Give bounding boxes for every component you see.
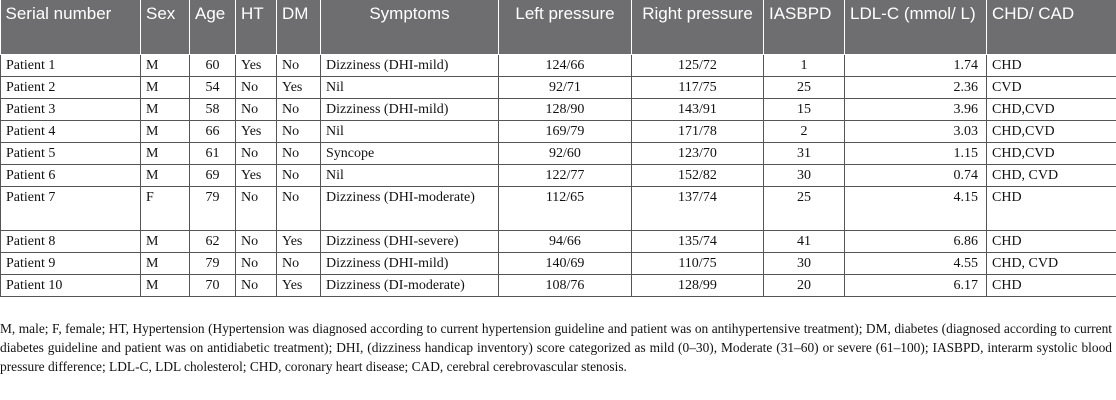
cell-sex: M [141,54,190,76]
col-header-iasbpd: IASBPD [764,0,845,54]
cell-dm: No [277,252,321,274]
cell-right-pressure: 128/99 [632,274,764,296]
col-header-dm: DM [277,0,321,54]
cell-chd-cad: CHD [987,186,1116,230]
table-row [1,252,1116,274]
cell-serial: Patient 7 [1,186,141,230]
cell-left-pressure: 124/66 [499,54,632,76]
cell-age: 79 [190,252,236,274]
table-row [1,186,1116,230]
cell-ht: Yes [236,120,277,142]
header-row [1,0,1116,54]
cell-chd-cad: CHD,CVD [987,98,1116,120]
cell-symptoms: Syncope [321,142,499,164]
cell-age: 54 [190,76,236,98]
table-row [1,76,1116,98]
cell-sex: M [141,120,190,142]
cell-right-pressure: 117/75 [632,76,764,98]
cell-ht: Yes [236,164,277,186]
table-row [1,98,1116,120]
col-header-chd-cad: CHD/ CAD [987,0,1116,54]
cell-symptoms: Dizziness (DHI-severe) [321,230,499,252]
cell-sex: M [141,164,190,186]
cell-age: 61 [190,142,236,164]
cell-age: 66 [190,120,236,142]
table-row [1,230,1116,252]
col-header-sex: Sex [141,0,190,54]
cell-ht: No [236,142,277,164]
cell-ht: No [236,98,277,120]
cell-sex: M [141,252,190,274]
cell-sex: M [141,274,190,296]
cell-symptoms: Dizziness (DHI-mild) [321,252,499,274]
cell-iasbpd: 31 [764,142,845,164]
col-header-symptoms: Symptoms [321,0,499,54]
cell-left-pressure: 140/69 [499,252,632,274]
table-footnote: M, male; F, female; HT, Hypertension (Hypertension was diagnosed according to current hypertension guideline and patient was on antihypertensive treatment); DM, diabetes (diagnosed according to current diabetes guideline and patient was on antidiabetic treatment); DHI, (dizziness handicap inventory) score categorized as mild (0–30), Moderate (31–60) or severe (61–100); IASBPD, interarm systolic blood pressure difference; LDL-C, LDL cholesterol; CHD, coronary heart disease; CAD, cerebral cerebrovascular stenosis. [0,321,1112,374]
cell-dm: Yes [277,230,321,252]
cell-serial: Patient 1 [1,54,141,76]
col-header-right-pressure: Right pressure [632,0,764,54]
col-header-ht: HT [236,0,277,54]
cell-ht: No [236,274,277,296]
cell-left-pressure: 122/77 [499,164,632,186]
table-row [1,54,1116,76]
cell-sex: M [141,142,190,164]
cell-ldl-c: 6.86 [845,230,987,252]
cell-right-pressure: 110/75 [632,252,764,274]
cell-ldl-c: 1.15 [845,142,987,164]
cell-iasbpd: 30 [764,164,845,186]
cell-right-pressure: 125/72 [632,54,764,76]
cell-age: 69 [190,164,236,186]
cell-chd-cad: CHD, CVD [987,164,1116,186]
cell-sex: M [141,98,190,120]
cell-serial: Patient 9 [1,252,141,274]
cell-sex: M [141,76,190,98]
cell-serial: Patient 5 [1,142,141,164]
cell-left-pressure: 128/90 [499,98,632,120]
cell-ldl-c: 3.96 [845,98,987,120]
col-header-serial-number: Serial number [1,0,141,54]
cell-ht: No [236,252,277,274]
cell-age: 58 [190,98,236,120]
cell-symptoms: Nil [321,76,499,98]
cell-serial: Patient 4 [1,120,141,142]
cell-ldl-c: 0.74 [845,164,987,186]
cell-right-pressure: 143/91 [632,98,764,120]
cell-age: 62 [190,230,236,252]
cell-symptoms: Dizziness (DHI-moderate) [321,186,499,230]
cell-left-pressure: 169/79 [499,120,632,142]
cell-iasbpd: 2 [764,120,845,142]
col-header-ldl-c: LDL-C (mmol/ L) [845,0,987,54]
cell-left-pressure: 112/65 [499,186,632,230]
table-row [1,120,1116,142]
cell-ldl-c: 6.17 [845,274,987,296]
cell-chd-cad: CHD [987,54,1116,76]
cell-dm: No [277,142,321,164]
cell-right-pressure: 152/82 [632,164,764,186]
cell-ht: No [236,186,277,230]
cell-iasbpd: 1 [764,54,845,76]
table-row [1,164,1116,186]
cell-symptoms: Nil [321,164,499,186]
cell-left-pressure: 92/71 [499,76,632,98]
cell-left-pressure: 92/60 [499,142,632,164]
cell-serial: Patient 8 [1,230,141,252]
cell-iasbpd: 15 [764,98,845,120]
col-header-age: Age [190,0,236,54]
cell-serial: Patient 3 [1,98,141,120]
cell-ldl-c: 1.74 [845,54,987,76]
cell-dm: No [277,164,321,186]
cell-symptoms: Dizziness (DI-moderate) [321,274,499,296]
col-header-left-pressure: Left pressure [499,0,632,54]
cell-ht: No [236,230,277,252]
cell-dm: No [277,54,321,76]
table-row [1,274,1116,296]
cell-ldl-c: 4.15 [845,186,987,230]
cell-iasbpd: 25 [764,76,845,98]
cell-iasbpd: 25 [764,186,845,230]
cell-ht: Yes [236,54,277,76]
cell-dm: No [277,120,321,142]
cell-chd-cad: CVD [987,76,1116,98]
cell-symptoms: Dizziness (DHI-mild) [321,54,499,76]
table-row [1,142,1116,164]
cell-right-pressure: 135/74 [632,230,764,252]
cell-iasbpd: 30 [764,252,845,274]
cell-chd-cad: CHD,CVD [987,142,1116,164]
cell-left-pressure: 108/76 [499,274,632,296]
cell-chd-cad: CHD [987,230,1116,252]
cell-chd-cad: CHD,CVD [987,120,1116,142]
cell-dm: Yes [277,76,321,98]
cell-iasbpd: 41 [764,230,845,252]
cell-age: 79 [190,186,236,230]
cell-symptoms: Nil [321,120,499,142]
cell-right-pressure: 171/78 [632,120,764,142]
cell-dm: No [277,98,321,120]
cell-right-pressure: 137/74 [632,186,764,230]
cell-ldl-c: 3.03 [845,120,987,142]
cell-chd-cad: CHD, CVD [987,252,1116,274]
cell-sex: F [141,186,190,230]
cell-symptoms: Dizziness (DHI-mild) [321,98,499,120]
cell-left-pressure: 94/66 [499,230,632,252]
cell-dm: No [277,186,321,230]
cell-age: 60 [190,54,236,76]
cell-age: 70 [190,274,236,296]
cell-chd-cad: CHD [987,274,1116,296]
cell-ht: No [236,76,277,98]
cell-right-pressure: 123/70 [632,142,764,164]
cell-serial: Patient 10 [1,274,141,296]
cell-serial: Patient 2 [1,76,141,98]
cell-iasbpd: 20 [764,274,845,296]
cell-ldl-c: 2.36 [845,76,987,98]
cell-serial: Patient 6 [1,164,141,186]
cell-ldl-c: 4.55 [845,252,987,274]
cell-sex: M [141,230,190,252]
cell-dm: Yes [277,274,321,296]
